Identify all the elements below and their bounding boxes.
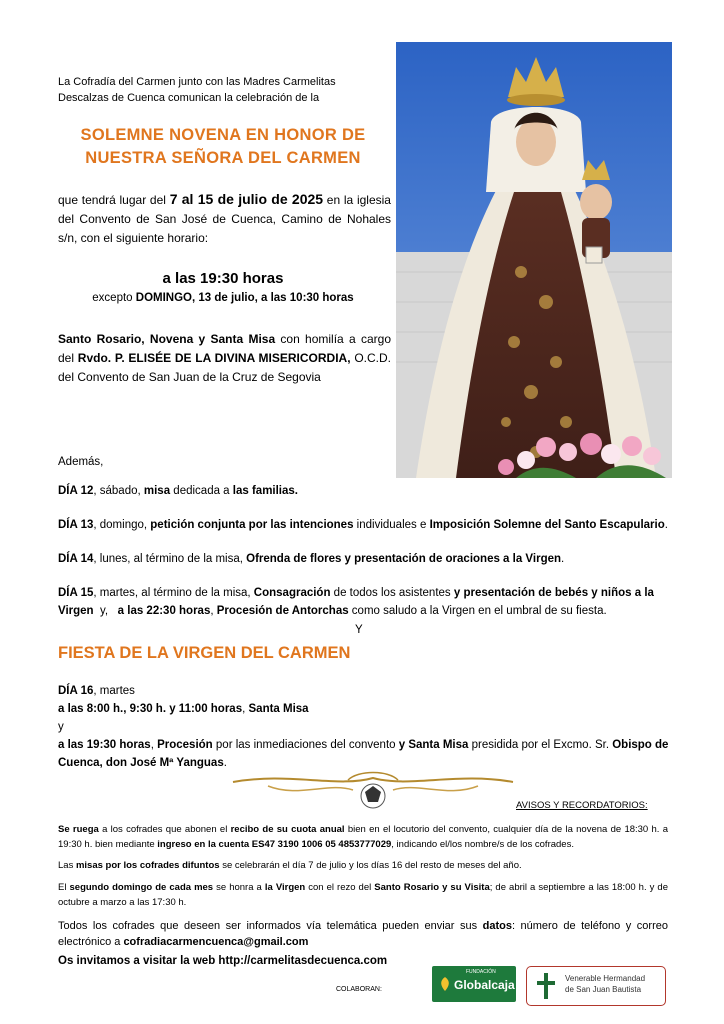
globalcaja-logo: FUNDACIÓN Globalcaja [432,966,516,1002]
leaf-icon [437,976,453,992]
hermandad-logo: Venerable Hermandad de San Juan Bautista [526,966,666,1006]
email-link[interactable]: cofradiacarmencuenca@gmail.com [123,936,309,948]
rosario-paragraph: Santo Rosario, Novena y Santa Misa con homilía a cargo del Rvdo. P. ELISÉE DE LA DIVINA MISERICORDIA, O.C.D. del Convento de San Juan de la Cruz de Segovia [58,332,391,384]
y-separator: Y [355,624,363,636]
day-14: DÍA 14, lunes, al término de la misa, Ofrenda de flores y presentación de oraciones a la Virgen. [58,553,565,565]
day-15: DÍA 15, martes, al término de la misa, Consagración de todos los asistentes y presentación de bebés y niños a la Virgen y, a las 22:30 horas, Procesión de Antorchas como saludo a la Virgen en el umbral de su fiesta. [58,587,654,617]
time-exception: excepto DOMINGO, 13 de julio, a las 10:30 horas [92,292,354,304]
aviso-cuota: Se ruega a los cofrades que abonen el recibo de su cuota anual bien en el locutorio del convento, cualquier día de la novena de 18:30 h. a 19:30 h. bien mediante ingreso en la cuenta ES47 3190 1006 05 4853777029, indicando el/los nombre/s de los cofrades. [58,824,668,850]
virgen-del-carmen-photo [396,42,672,478]
aviso-segundo-domingo: El segundo domingo de cada mes se honra a la Virgen con el rezo del Santo Rosario y su Visita; de abril a septiembre a las 18:00 h. y de octubre a marzo a las 17:30 h. [58,882,669,908]
novena-title: SOLEMNE NOVENA EN HONOR DE NUESTRA SEÑORA DEL CARMEN [80,126,366,167]
intro-text: La Cofradía del Carmen junto con las Madres Carmelitas Descalzas de Cuenca comunican la celebración de la [58,76,336,104]
avisos-title: AVISOS Y RECORDATORIOS: [516,800,648,811]
fiesta-title: FIESTA DE LA VIRGEN DEL CARMEN [58,644,351,662]
web-link[interactable]: Os invitamos a visitar la web http://carmelitasdecuenca.com [58,955,388,967]
cross-icon [535,971,557,1001]
day-16: DÍA 16, martes a las 8:00 h., 9:30 h. y 11:00 horas, Santa Misa y a las 19:30 horas, Procesión por las inmediaciones del convento y Santa Misa presidida por el Excmo. Sr. Obispo de Cuenca, don José Mª Yanguas. [58,685,669,769]
ademas-label: Además, [58,456,104,468]
aviso-difuntos: Las misas por los cofrades difuntos se celebrarán el día 7 de julio y los días 16 del resto de meses del año. [58,860,522,871]
ornament-divider [228,768,518,814]
time-main: a las 19:30 horas [162,270,284,287]
aviso-datos: Todos los cofrades que deseen ser informados vía telemática pueden enviar sus datos: número de teléfono y correo electrónico a cofradiacarmencuenca@gmail.com [58,920,668,948]
colaboran-label: COLABORAN: [336,986,382,993]
day-13: DÍA 13, domingo, petición conjunta por las intenciones individuales e Imposición Solemne del Santo Escapulario. [58,519,668,531]
day-12: DÍA 12, sábado, misa dedicada a las familias. [58,485,298,497]
dates-paragraph: que tendrá lugar del 7 al 15 de julio de 2025 en la iglesia del Convento de San José de Cuenca, Camino de Nohales s/n, con el siguiente horario: [58,191,391,245]
